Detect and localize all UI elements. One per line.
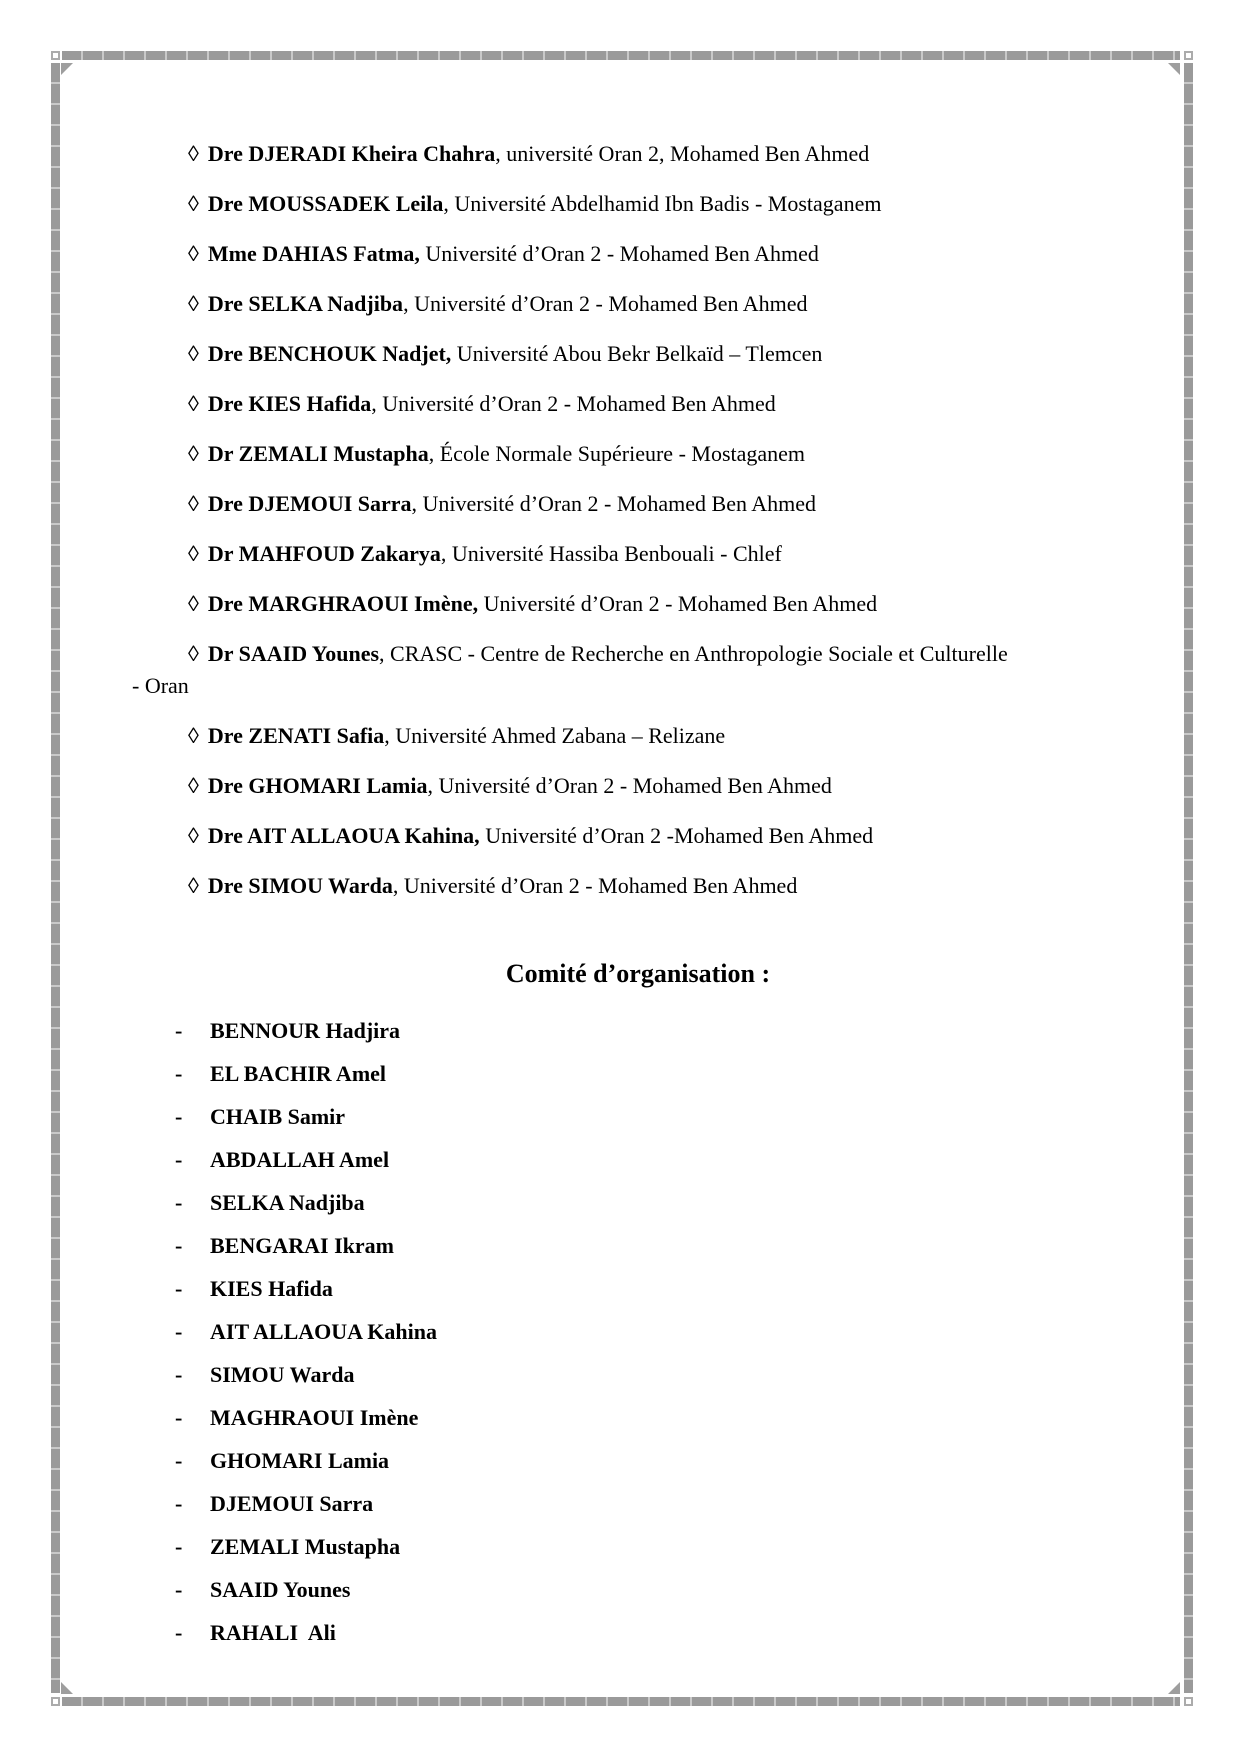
dash-bullet-icon: - bbox=[175, 1534, 183, 1559]
member-name: Dre MARGHRAOUI Imène, bbox=[207, 591, 479, 616]
committee-member-item bbox=[132, 288, 1144, 320]
committee-member-item bbox=[132, 720, 1144, 752]
member-affiliation: , Université d’Oran 2 - Mohamed Ben Ahmed bbox=[411, 491, 817, 516]
org-member-name: AIT ALLAOUA Kahina bbox=[210, 1319, 438, 1344]
member-name: Dr ZEMALI Mustapha bbox=[207, 441, 429, 466]
organizing-committee-list bbox=[132, 1018, 1144, 1646]
member-name: Dre GHOMARI Lamia bbox=[207, 773, 428, 798]
org-member-name: DJEMOUI Sarra bbox=[210, 1491, 374, 1516]
member-affiliation: , Université d’Oran 2 - Mohamed Ben Ahmed bbox=[403, 291, 808, 316]
org-member-item bbox=[132, 1448, 1144, 1474]
org-member-name: SELKA Nadjiba bbox=[210, 1190, 365, 1215]
member-affiliation: Université d’Oran 2 - Mohamed Ben Ahmed bbox=[478, 591, 878, 616]
border-corner-square-bottom-right bbox=[1184, 1697, 1193, 1706]
border-corner-square-top-right bbox=[1184, 51, 1193, 60]
scientific-committee-list bbox=[132, 138, 1144, 902]
page-border-top bbox=[62, 51, 1180, 60]
diamond-bullet-icon: ◊ bbox=[188, 391, 199, 416]
dash-bullet-icon: - bbox=[175, 1491, 183, 1516]
committee-member-item bbox=[132, 238, 1144, 270]
org-member-item bbox=[132, 1190, 1144, 1216]
committee-member-item bbox=[132, 388, 1144, 420]
dash-bullet-icon: - bbox=[175, 1233, 183, 1258]
committee-member-item bbox=[132, 538, 1144, 570]
org-member-name: SAAID Younes bbox=[210, 1577, 351, 1602]
diamond-bullet-icon: ◊ bbox=[188, 191, 199, 216]
org-member-item bbox=[132, 1491, 1144, 1517]
org-member-item bbox=[132, 1405, 1144, 1431]
committee-member-item bbox=[132, 638, 1144, 670]
member-affiliation: Université d’Oran 2 - Mohamed Ben Ahmed bbox=[419, 241, 819, 266]
member-affiliation: , Université Abdelhamid Ibn Badis - Mostaganem bbox=[443, 191, 882, 216]
org-member-name: GHOMARI Lamia bbox=[210, 1448, 390, 1473]
dash-bullet-icon: - bbox=[175, 1577, 183, 1602]
org-member-item bbox=[132, 1577, 1144, 1603]
diamond-bullet-icon: ◊ bbox=[188, 291, 199, 316]
committee-member-item bbox=[132, 488, 1144, 520]
member-affiliation-continuation: - Oran bbox=[132, 673, 189, 698]
dash-bullet-icon: - bbox=[175, 1319, 183, 1344]
member-affiliation: , CRASC - Centre de Recherche en Anthropologie Sociale et Culturelle bbox=[379, 641, 1008, 666]
border-corner-triangle-top-left-icon bbox=[61, 63, 73, 75]
page-border-bottom bbox=[62, 1697, 1180, 1706]
org-member-name: ZEMALI Mustapha bbox=[210, 1534, 401, 1559]
org-member-item bbox=[132, 1018, 1144, 1044]
page-border-left bbox=[51, 63, 60, 1693]
member-name: Dr SAAID Younes bbox=[207, 641, 380, 666]
diamond-bullet-icon: ◊ bbox=[188, 591, 199, 616]
org-member-name: ABDALLAH Amel bbox=[210, 1147, 390, 1172]
committee-member-item bbox=[132, 188, 1144, 220]
committee-member-item bbox=[132, 138, 1144, 170]
org-member-item bbox=[132, 1276, 1144, 1302]
member-name: Dre ZENATI Safia bbox=[207, 723, 385, 748]
member-name: Dre SELKA Nadjiba bbox=[207, 291, 404, 316]
member-name: Dre SIMOU Warda bbox=[207, 873, 393, 898]
org-member-item bbox=[132, 1061, 1144, 1087]
diamond-bullet-icon: ◊ bbox=[188, 773, 199, 798]
org-member-item bbox=[132, 1534, 1144, 1560]
member-affiliation: , Université d’Oran 2 - Mohamed Ben Ahmed bbox=[371, 391, 776, 416]
org-member-item bbox=[132, 1362, 1144, 1388]
committee-member-item bbox=[132, 870, 1144, 902]
member-affiliation: Université d’Oran 2 -Mohamed Ben Ahmed bbox=[479, 823, 874, 848]
committee-member-item bbox=[132, 438, 1144, 470]
member-affiliation: , université Oran 2, Mohamed Ben Ahmed bbox=[495, 141, 870, 166]
committee-member-item bbox=[132, 338, 1144, 370]
diamond-bullet-icon: ◊ bbox=[188, 491, 199, 516]
org-member-name: BENGARAI Ikram bbox=[210, 1233, 394, 1258]
committee-member-item bbox=[132, 588, 1144, 620]
diamond-bullet-icon: ◊ bbox=[188, 341, 199, 366]
page-title: Comité d’organisation : bbox=[505, 959, 771, 988]
dash-bullet-icon: - bbox=[175, 1620, 183, 1645]
dash-bullet-icon: - bbox=[175, 1276, 183, 1301]
member-name: Dr MAHFOUD Zakarya bbox=[207, 541, 441, 566]
diamond-bullet-icon: ◊ bbox=[188, 873, 199, 898]
diamond-bullet-icon: ◊ bbox=[188, 723, 199, 748]
member-name: Dre DJERADI Kheira Chahra bbox=[207, 141, 496, 166]
dash-bullet-icon: - bbox=[175, 1448, 183, 1473]
member-affiliation: Université Abou Bekr Belkaïd – Tlemcen bbox=[451, 341, 823, 366]
border-corner-triangle-bottom-right-icon bbox=[1168, 1682, 1180, 1694]
border-corner-triangle-top-right-icon bbox=[1168, 63, 1180, 75]
member-name: Dre KIES Hafida bbox=[207, 391, 372, 416]
member-name: Dre AIT ALLAOUA Kahina, bbox=[207, 823, 480, 848]
border-corner-square-bottom-left bbox=[51, 1697, 60, 1706]
diamond-bullet-icon: ◊ bbox=[188, 441, 199, 466]
org-member-item bbox=[132, 1104, 1144, 1130]
dash-bullet-icon: - bbox=[175, 1104, 183, 1129]
org-member-item bbox=[132, 1620, 1144, 1646]
dash-bullet-icon: - bbox=[175, 1405, 183, 1430]
org-member-item bbox=[132, 1233, 1144, 1259]
org-member-item bbox=[132, 1147, 1144, 1173]
diamond-bullet-icon: ◊ bbox=[188, 823, 199, 848]
committee-member-item bbox=[132, 770, 1144, 802]
diamond-bullet-icon: ◊ bbox=[188, 241, 199, 266]
member-affiliation: , Université d’Oran 2 - Mohamed Ben Ahmed bbox=[392, 873, 798, 898]
member-affiliation: , École Normale Supérieure - Mostaganem bbox=[428, 441, 806, 466]
org-member-name: CHAIB Samir bbox=[210, 1104, 346, 1129]
member-affiliation: , Université d’Oran 2 - Mohamed Ben Ahmed bbox=[427, 773, 832, 798]
member-name: Dre MOUSSADEK Leila bbox=[207, 191, 444, 216]
member-affiliation: , Université Ahmed Zabana – Relizane bbox=[384, 723, 726, 748]
diamond-bullet-icon: ◊ bbox=[188, 641, 199, 666]
dash-bullet-icon: - bbox=[175, 1147, 183, 1172]
org-member-name: EL BACHIR Amel bbox=[210, 1061, 387, 1086]
member-affiliation: , Université Hassiba Benbouali - Chlef bbox=[440, 541, 782, 566]
member-name: Dre DJEMOUI Sarra bbox=[207, 491, 412, 516]
org-member-name: RAHALI Ali bbox=[210, 1620, 336, 1645]
org-member-name: BENNOUR Hadjira bbox=[210, 1018, 401, 1043]
border-corner-triangle-bottom-left-icon bbox=[61, 1682, 73, 1694]
diamond-bullet-icon: ◊ bbox=[188, 141, 199, 166]
page-border-right bbox=[1184, 63, 1193, 1693]
page-content bbox=[132, 138, 1144, 1663]
org-member-name: MAGHRAOUI Imène bbox=[210, 1405, 419, 1430]
border-corner-square-top-left bbox=[51, 51, 60, 60]
committee-member-item bbox=[132, 820, 1144, 852]
org-member-name: SIMOU Warda bbox=[210, 1362, 355, 1387]
dash-bullet-icon: - bbox=[175, 1362, 183, 1387]
org-member-item bbox=[132, 1319, 1144, 1345]
member-name: Mme DAHIAS Fatma, bbox=[207, 241, 420, 266]
dash-bullet-icon: - bbox=[175, 1190, 183, 1215]
diamond-bullet-icon: ◊ bbox=[188, 541, 199, 566]
member-name: Dre BENCHOUK Nadjet, bbox=[207, 341, 452, 366]
dash-bullet-icon: - bbox=[175, 1018, 183, 1043]
dash-bullet-icon: - bbox=[175, 1061, 183, 1086]
org-member-name: KIES Hafida bbox=[210, 1276, 333, 1301]
